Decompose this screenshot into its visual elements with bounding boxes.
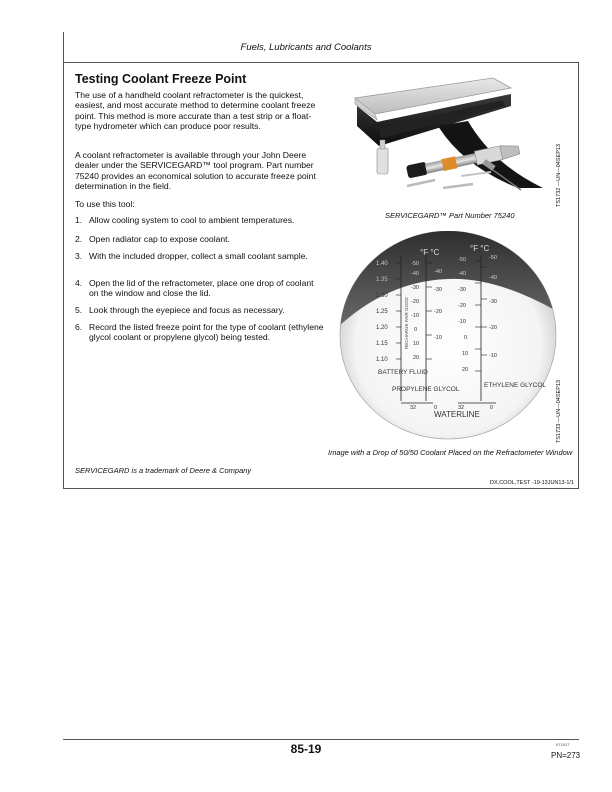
running-header: Fuels, Lubricants and Coolants xyxy=(240,42,372,53)
step-number: 5. xyxy=(75,305,83,315)
battery-fluid-label xyxy=(378,369,428,376)
page-number: 85-19 xyxy=(290,742,322,756)
battery-fluid-label-text: BATTERY FLUID xyxy=(378,369,428,376)
pn-number: PN=273 xyxy=(551,751,581,760)
eth-c-value: -50 xyxy=(489,255,497,261)
step-item xyxy=(75,278,325,300)
eth-f-value: 10 xyxy=(462,351,469,357)
prop-f-value: 10 xyxy=(413,341,420,347)
prop-f-value: 0 xyxy=(414,327,418,333)
step-number: 3. xyxy=(75,251,83,261)
figure2-caption: Image with a Drop of 50/50 Coolant Placed on the Refractometer Window xyxy=(328,448,573,457)
recharge-label: RECHARGE FAIR GOOD xyxy=(404,297,409,349)
figure1-code: TS1732 —UN—04SEP13 xyxy=(556,144,562,207)
step-item xyxy=(75,322,325,354)
prop-c-value: -10 xyxy=(434,335,442,341)
eth-f-value: -50 xyxy=(458,257,466,263)
figure1-caption: SERVICEGARD™ Part Number 75240 xyxy=(385,211,515,220)
eth-c-value: -30 xyxy=(489,299,497,305)
battery-value: 1.35 xyxy=(376,277,388,283)
revision-code: 071917 xyxy=(556,742,570,747)
step-item xyxy=(75,234,325,246)
prop-f-value: -20 xyxy=(411,299,419,305)
battery-value: 1.40 xyxy=(376,261,388,267)
ethylene-label: ETHYLENE GLYCOL xyxy=(484,382,547,389)
section-title: Testing Coolant Freeze Point xyxy=(75,72,247,86)
step-text: Allow cooling system to cool to ambient temperatures. xyxy=(89,215,295,225)
trademark-note: SERVICEGARD is a trademark of Deere & Company xyxy=(75,466,252,475)
eth-c-value: -40 xyxy=(489,275,497,281)
propylene-label: PROPYLENE GLYCOL xyxy=(392,386,460,393)
prop-c-value: -40 xyxy=(434,269,442,275)
prop-f-value: -30 xyxy=(411,285,419,291)
eth-c-value: -10 xyxy=(489,353,497,359)
battery-value: 1.10 xyxy=(376,357,388,363)
step-text: With the included dropper, collect a small coolant sample. xyxy=(89,251,308,261)
eth-f-value: 32 xyxy=(458,405,465,411)
eth-f-value: 20 xyxy=(462,367,469,373)
eth-f-value: 0 xyxy=(464,335,468,341)
eth-c-value: -20 xyxy=(489,325,497,331)
figure2-code: TS1733 —UN—04SEP13 xyxy=(556,380,562,443)
step-text: Open radiator cap to expose coolant. xyxy=(89,234,230,244)
prop-f-value: -40 xyxy=(411,271,419,277)
availability-paragraph: A coolant refractometer is available through your John Deere dealer under the SERVICEGARD™ tool program. Part number 75240 provides an economical solution to accurate freeze point determination in the field. xyxy=(75,150,316,192)
step-number: 2. xyxy=(75,234,83,244)
step-number: 1. xyxy=(75,215,83,225)
battery-value: 1.30 xyxy=(376,293,388,299)
step-text: Record the listed freeze point for the type of coolant (ethylene glycol coolant or propylene glycol) being tested. xyxy=(89,322,324,343)
prop-c-value: -30 xyxy=(434,287,442,293)
waterline-label: WATERLINE xyxy=(434,410,480,419)
step-item xyxy=(75,215,325,227)
battery-value: 1.20 xyxy=(376,325,388,331)
step-text: Open the lid of the refractometer, place one drop of coolant on the window and close the lid. xyxy=(89,278,314,299)
eth-f-value: -20 xyxy=(458,303,466,309)
prop-f-value: 20 xyxy=(413,355,420,361)
steps-intro: To use this tool: xyxy=(75,199,135,209)
prop-f-value: -10 xyxy=(411,313,419,319)
step-number: 4. xyxy=(75,278,83,288)
eth-c-value: 0 xyxy=(490,405,494,411)
document-code: DX,COOL,TEST -19-13JUN13-1/1 xyxy=(490,480,574,486)
battery-value: 1.15 xyxy=(376,341,388,347)
prop-f-value: 32 xyxy=(410,405,417,411)
eth-f-value: -30 xyxy=(458,287,466,293)
prop-f-value: -50 xyxy=(411,261,419,267)
refractometer-scale-view xyxy=(338,231,560,440)
step-item xyxy=(75,251,325,273)
step-item xyxy=(75,305,325,317)
intro-paragraph: The use of a handheld coolant refractometer is the quickest, easiest, and most accurate method to determine coolant freeze point. This method is more accurate than a test strip or a float-type hydrometer which can produce poor results. xyxy=(75,90,316,132)
prop-c-value: 0 xyxy=(434,405,438,411)
step-text: Look through the eyepiece and focus as necessary. xyxy=(89,305,285,315)
battery-value: 1.25 xyxy=(376,309,388,315)
eth-f-value: -40 xyxy=(458,271,466,277)
scale-header-left: °F °C xyxy=(420,248,440,257)
scale-header-right: °F °C xyxy=(470,244,490,253)
refractometer-kit-photo xyxy=(343,76,563,208)
prop-c-value: -20 xyxy=(434,309,442,315)
step-number: 6. xyxy=(75,322,83,332)
footer-rule xyxy=(63,739,579,740)
eth-f-value: -10 xyxy=(458,319,466,325)
